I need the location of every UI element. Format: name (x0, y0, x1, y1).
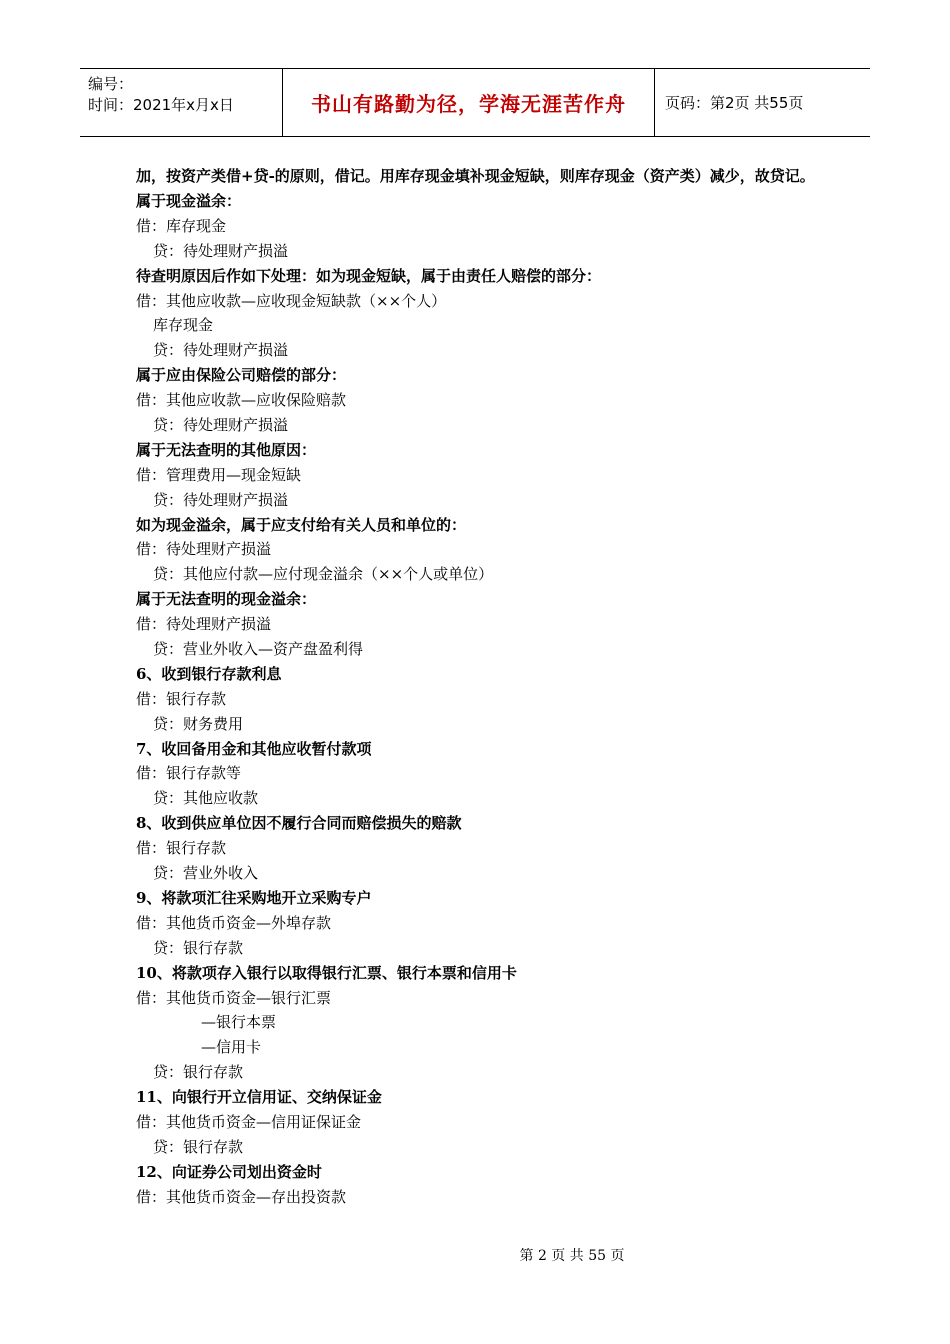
debit-subline: —信用卡 (201, 1038, 262, 1057)
debit-line: 借：管理费用—现金短缺 (136, 465, 302, 484)
header-meta (80, 69, 283, 136)
credit-line: 贷：营业外收入—资产盘盈利得 (153, 640, 364, 659)
heading-line: 待查明原因后作如下处理：如为现金短缺，属于由责任人赔偿的部分： (136, 266, 602, 285)
credit-line: 贷：银行存款 (153, 938, 244, 957)
heading-line: 属于无法查明的其他原因： (136, 440, 317, 459)
debit-line: 借：银行存款等 (136, 764, 242, 783)
heading-line: 如为现金溢余，属于应支付给有关人员和单位的： (136, 515, 467, 534)
debit-line: 借：其他货币资金—外埠存款 (136, 913, 332, 932)
heading-line: 属于无法查明的现金溢余： (136, 590, 317, 609)
heading-line: 9、将款项汇往采购地开立采购专户 (136, 888, 372, 907)
debit-line: 借：待处理财产损溢 (136, 615, 272, 634)
credit-line: 贷：财务费用 (153, 714, 244, 733)
heading-line: 12、向证券公司划出资金时 (136, 1162, 322, 1181)
debit-subline: —银行本票 (201, 1013, 277, 1032)
heading-line: 7、收回备用金和其他应收暂付款项 (136, 739, 372, 758)
number-label: 编号： (88, 75, 134, 93)
credit-line: 贷：待处理财产损溢 (153, 241, 289, 260)
page-header (80, 68, 870, 137)
credit-line: 贷：待处理财产损溢 (153, 490, 289, 509)
header-page-label: 页码：第2页 共55页 (665, 94, 804, 112)
debit-line: 借：其他货币资金—存出投资款 (136, 1187, 347, 1206)
intro-paragraph: 加，按资产类借+贷-的原则，借记。用库存现金填补现金短缺，则库存现金（资产类）减少，故贷记。 (136, 167, 815, 185)
debit-line: 借：其他应收款—应收现金短缺款（××个人） (136, 291, 447, 310)
debit-line: 借：其他货币资金—信用证保证金 (136, 1112, 362, 1131)
debit-line: 借：其他应收款—应收保险赔款 (136, 391, 347, 410)
credit-line: 贷：其他应收款 (153, 789, 259, 808)
page-footer (0, 1245, 950, 1265)
credit-line: 贷：其他应付款—应付现金溢余（××个人或单位） (153, 565, 494, 584)
time-label: 时间：2021年x月x日 (88, 96, 234, 114)
heading-line: 11、向银行开立信用证、交纳保证金 (136, 1088, 382, 1107)
debit-line: 库存现金 (153, 316, 214, 335)
credit-line: 贷：待处理财产损溢 (153, 416, 289, 435)
credit-line: 贷：待处理财产损溢 (153, 341, 289, 360)
credit-line: 贷：营业外收入 (153, 864, 259, 883)
heading-line: 8、收到供应单位因不履行合同而赔偿损失的赔款 (136, 814, 462, 833)
document-body (136, 166, 836, 1210)
header-motto: 书山有路勤为径，学海无涯苦作舟 (283, 69, 655, 136)
heading-line: 属于现金溢余： (136, 192, 242, 210)
heading-line: 属于应由保险公司赔偿的部分： (136, 366, 347, 385)
heading-line: 10、将款项存入银行以取得银行汇票、银行本票和信用卡 (136, 963, 517, 982)
debit-line: 借：银行存款 (136, 839, 227, 858)
debit-line: 借：银行存款 (136, 689, 227, 708)
debit-line: 借：待处理财产损溢 (136, 540, 272, 559)
credit-line: 贷：银行存款 (153, 1063, 244, 1082)
heading-line: 6、收到银行存款利息 (136, 664, 282, 683)
footer-page-number: 第 2 页 共 55 页 (519, 1248, 625, 1264)
debit-line: 借：其他货币资金—银行汇票 (136, 988, 332, 1007)
debit-line: 借：库存现金 (136, 216, 227, 235)
credit-line: 贷：银行存款 (153, 1137, 244, 1156)
